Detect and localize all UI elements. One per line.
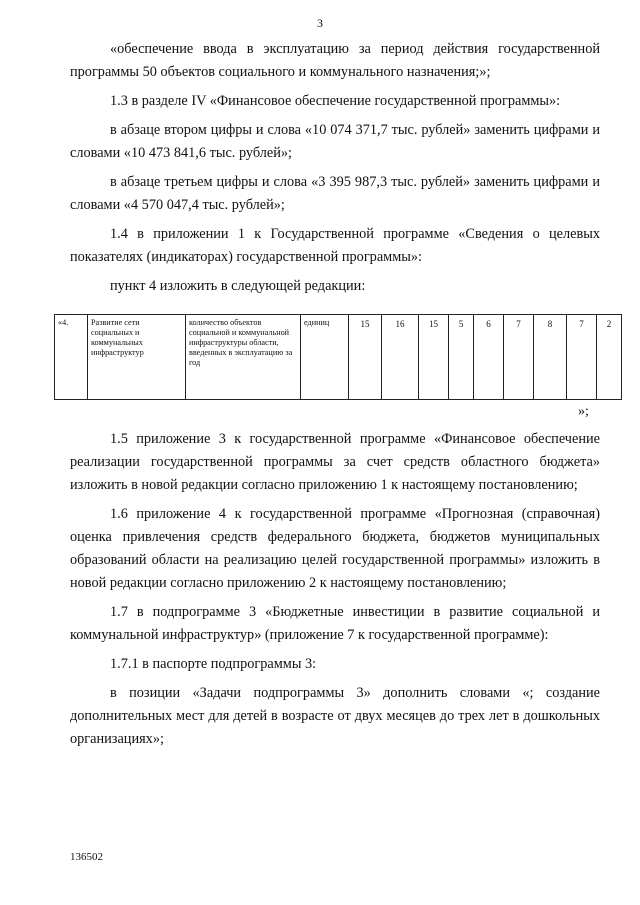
table-cell-value: 5 [449, 315, 474, 400]
table-cell-value: 16 [382, 315, 419, 400]
paragraph: в абзаце третьем цифры и слова «3 395 987,3 тыс. рублей» заменить цифрами и словами «4 570 047,4 тыс. рублей»; [70, 174, 600, 213]
table-cell-value: 8 [534, 315, 567, 400]
table-cell-name: Развитие сети социальных и коммунальных инфраструктур [88, 315, 186, 400]
table-cell-value: 7 [504, 315, 534, 400]
table-cell-indicator: количество объектов социальной и коммунальной инфраструктуры области, введенных в эксплуатацию за год [186, 315, 301, 400]
paragraph: 1.3 в разделе IV «Финансовое обеспечение государственной программы»: [110, 93, 561, 109]
document-code: 136502 [70, 851, 103, 863]
table-row [55, 315, 622, 400]
table-cell-number: «4. [55, 315, 88, 400]
paragraph: в абзаце втором цифры и слова «10 074 371,7 тыс. рублей» заменить цифрами и словами «10 473 841,6 тыс. рублей»; [70, 122, 600, 161]
paragraph: 1.7.1 в паспорте подпрограммы 3: [110, 656, 317, 672]
amendments-top [70, 38, 600, 304]
indicator-table [54, 314, 622, 400]
amendments-bottom [70, 428, 600, 757]
paragraph: «обеспечение ввода в эксплуатацию за период действия государственной программы 50 объектов социального и коммунального назначения;»; [70, 41, 600, 80]
paragraph: 1.4 в приложении 1 к Государственной программе «Сведения о целевых показателях (индикаторах) государственной программы»: [70, 226, 600, 265]
table-cell-value: 2 [597, 315, 622, 400]
table-cell-value: 15 [419, 315, 449, 400]
paragraph: в позиции «Задачи подпрограммы 3» дополнить словами «; создание дополнительных мест для детей в возрасте от двух месяцев до трех лет в дошкольных организациях»; [70, 685, 600, 747]
paragraph: пункт 4 изложить в следующей редакции: [110, 278, 366, 294]
table-cell-value: 6 [474, 315, 504, 400]
page-number: 3 [317, 16, 323, 30]
paragraph: 1.6 приложение 4 к государственной программе «Прогнозная (справочная) оценка привлечения средств федерального бюджета, бюджетов муниципальных образований области на реализацию целей государственной программы» изложить в новой редакции согласно приложению 2 к настоящему постановлению; [70, 506, 600, 591]
paragraph: 1.7 в подпрограмме 3 «Бюджетные инвестиции в развитие социальной и коммунальной инфраструктур» (приложение 7 к государственной программе): [70, 604, 600, 643]
table-cell-unit: единиц [301, 315, 349, 400]
paragraph: 1.5 приложение 3 к государственной программе «Финансовое обеспечение реализации государственной программы за счет средств областного бюджета» изложить в новой редакции согласно приложению 1 к настоящему постановлению; [70, 431, 600, 493]
table-cell-value: 7 [567, 315, 597, 400]
table-cell-value: 15 [349, 315, 382, 400]
table-row-close: »; [578, 404, 589, 419]
